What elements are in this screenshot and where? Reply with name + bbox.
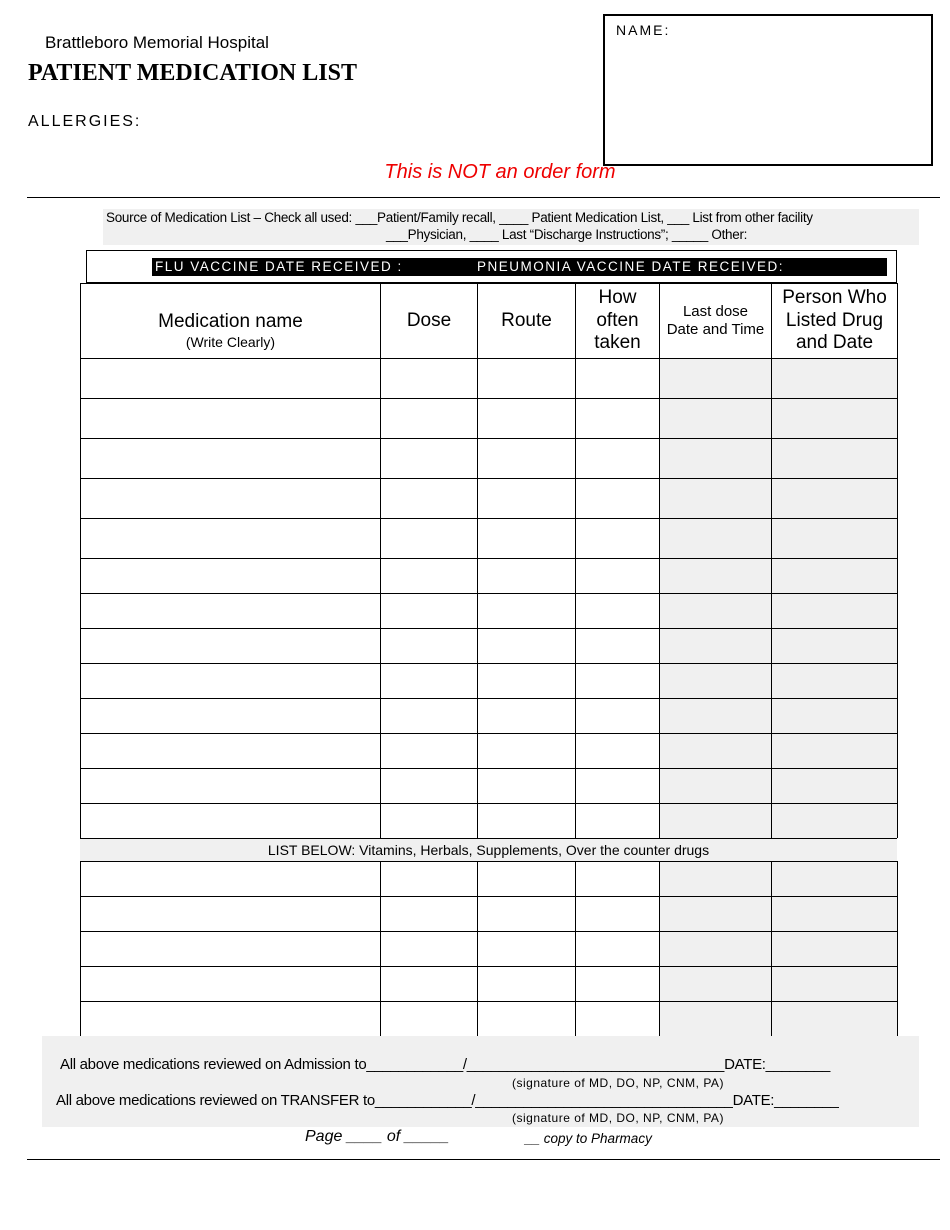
table-cell[interactable] bbox=[380, 358, 477, 398]
table-cell[interactable] bbox=[771, 931, 898, 966]
table-cell[interactable] bbox=[80, 1001, 380, 1036]
table-cell[interactable] bbox=[771, 593, 898, 628]
table-cell[interactable] bbox=[659, 803, 771, 838]
table-cell[interactable] bbox=[380, 593, 477, 628]
table-cell[interactable] bbox=[575, 558, 659, 593]
table-cell[interactable] bbox=[659, 768, 771, 803]
column-header-label: Person Who Listed Drug and Date bbox=[782, 286, 887, 354]
column-header-label: Last dose Date and Time bbox=[666, 303, 765, 338]
vaccine-box bbox=[86, 250, 897, 283]
supplements-band: LIST BELOW: Vitamins, Herbals, Supplements, Over the counter drugs bbox=[80, 838, 897, 861]
page-title: PATIENT MEDICATION LIST bbox=[28, 60, 357, 86]
table-cell[interactable] bbox=[80, 518, 380, 558]
table-cell[interactable] bbox=[575, 733, 659, 768]
table-cell[interactable] bbox=[771, 698, 898, 733]
column-header-label: How often taken bbox=[594, 286, 641, 354]
table-cell[interactable] bbox=[659, 896, 771, 931]
table-cell[interactable] bbox=[659, 558, 771, 593]
admission-review-line[interactable]: All above medications reviewed on Admission to____________/________________________________DATE:________ bbox=[60, 1056, 830, 1073]
table-cell[interactable] bbox=[771, 558, 898, 593]
flu-vaccine-field[interactable]: FLU VACCINE DATE RECEIVED : bbox=[155, 259, 403, 274]
column-header bbox=[380, 283, 477, 358]
table-cell[interactable] bbox=[659, 478, 771, 518]
table-cell[interactable] bbox=[477, 628, 575, 663]
table-cell[interactable] bbox=[380, 628, 477, 663]
table-cell[interactable] bbox=[477, 1001, 575, 1036]
table-cell[interactable] bbox=[659, 398, 771, 438]
table-cell[interactable] bbox=[771, 518, 898, 558]
table-cell[interactable] bbox=[771, 966, 898, 1001]
column-header bbox=[80, 283, 380, 358]
table-cell[interactable] bbox=[771, 861, 898, 896]
table-cell[interactable] bbox=[80, 558, 380, 593]
table-cell[interactable] bbox=[80, 803, 380, 838]
table-cell[interactable] bbox=[771, 478, 898, 518]
signature-note: (signature of MD, DO, NP, CNM, PA) bbox=[512, 1111, 724, 1125]
table-cell[interactable] bbox=[477, 478, 575, 518]
table-cell[interactable] bbox=[575, 518, 659, 558]
table-cell[interactable] bbox=[575, 896, 659, 931]
medication-table bbox=[80, 283, 897, 1036]
table-cell[interactable] bbox=[575, 398, 659, 438]
name-field[interactable] bbox=[603, 14, 933, 166]
table-cell[interactable] bbox=[380, 803, 477, 838]
table-cell[interactable] bbox=[575, 931, 659, 966]
table-cell[interactable] bbox=[80, 628, 380, 663]
copy-to-pharmacy[interactable]: __ copy to Pharmacy bbox=[525, 1131, 652, 1146]
table-cell[interactable] bbox=[80, 768, 380, 803]
table-cell[interactable] bbox=[477, 861, 575, 896]
table-cell[interactable] bbox=[477, 896, 575, 931]
table-cell[interactable] bbox=[659, 663, 771, 698]
table-cell[interactable] bbox=[575, 478, 659, 518]
allergies-field[interactable]: ALLERGIES: bbox=[28, 113, 142, 130]
pneumonia-vaccine-field[interactable]: PNEUMONIA VACCINE DATE RECEIVED: bbox=[477, 259, 785, 274]
table-cell[interactable] bbox=[477, 768, 575, 803]
table-cell[interactable] bbox=[575, 698, 659, 733]
table-cell[interactable] bbox=[771, 733, 898, 768]
table-cell[interactable] bbox=[380, 663, 477, 698]
column-header bbox=[477, 283, 575, 358]
table-cell[interactable] bbox=[477, 803, 575, 838]
table-cell[interactable] bbox=[80, 438, 380, 478]
table-cell[interactable] bbox=[380, 1001, 477, 1036]
column-header bbox=[771, 283, 898, 358]
table-cell[interactable] bbox=[575, 803, 659, 838]
hospital-name: Brattleboro Memorial Hospital bbox=[45, 33, 269, 52]
table-cell[interactable] bbox=[771, 803, 898, 838]
table-cell[interactable] bbox=[659, 438, 771, 478]
signature-note: (signature of MD, DO, NP, CNM, PA) bbox=[512, 1076, 724, 1090]
source-line-1: Source of Medication List – Check all used: ___Patient/Family recall, ____ Patient Medication List, ___ List from other facility bbox=[106, 210, 813, 225]
table-cell[interactable] bbox=[477, 518, 575, 558]
table-cell[interactable] bbox=[380, 518, 477, 558]
vaccine-bar bbox=[152, 258, 887, 276]
table-cell[interactable] bbox=[380, 768, 477, 803]
divider bbox=[27, 1159, 940, 1160]
table-cell[interactable] bbox=[477, 558, 575, 593]
table-cell[interactable] bbox=[659, 966, 771, 1001]
table-cell[interactable] bbox=[575, 593, 659, 628]
table-cell[interactable] bbox=[575, 438, 659, 478]
page-number-field[interactable]: Page ____ of _____ bbox=[305, 1128, 450, 1145]
table-cell[interactable] bbox=[380, 861, 477, 896]
table-cell[interactable] bbox=[477, 398, 575, 438]
table-cell[interactable] bbox=[771, 768, 898, 803]
table-cell[interactable] bbox=[380, 966, 477, 1001]
table-cell[interactable] bbox=[380, 896, 477, 931]
table-cell[interactable] bbox=[771, 358, 898, 398]
source-line-2: ___Physician, ____ Last “Discharge Instructions”; _____ Other: bbox=[386, 227, 748, 242]
table-cell[interactable] bbox=[771, 628, 898, 663]
table-cell[interactable] bbox=[80, 358, 380, 398]
table-cell[interactable] bbox=[575, 663, 659, 698]
column-header-label: Dose bbox=[406, 309, 452, 331]
table-cell[interactable] bbox=[477, 593, 575, 628]
divider bbox=[27, 197, 940, 198]
table-cell[interactable] bbox=[771, 663, 898, 698]
column-header-label: Route bbox=[501, 309, 552, 331]
table-cell[interactable] bbox=[80, 398, 380, 438]
table-cell[interactable] bbox=[477, 698, 575, 733]
table-cell[interactable] bbox=[380, 478, 477, 518]
table-cell[interactable] bbox=[659, 733, 771, 768]
table-cell[interactable] bbox=[477, 663, 575, 698]
table-cell[interactable] bbox=[477, 733, 575, 768]
table-cell[interactable] bbox=[80, 896, 380, 931]
table-cell[interactable] bbox=[477, 931, 575, 966]
table-cell[interactable] bbox=[380, 698, 477, 733]
table-cell[interactable] bbox=[80, 593, 380, 628]
table-cell[interactable] bbox=[80, 966, 380, 1001]
name-label: NAME: bbox=[616, 22, 671, 38]
table-cell[interactable] bbox=[477, 358, 575, 398]
table-cell[interactable] bbox=[659, 358, 771, 398]
table-cell[interactable] bbox=[659, 861, 771, 896]
column-header bbox=[659, 283, 771, 358]
table-cell[interactable] bbox=[477, 438, 575, 478]
table-cell[interactable] bbox=[380, 558, 477, 593]
table-cell[interactable] bbox=[80, 478, 380, 518]
table-cell[interactable] bbox=[771, 438, 898, 478]
table-cell[interactable] bbox=[380, 398, 477, 438]
table-cell[interactable] bbox=[659, 1001, 771, 1036]
table-cell[interactable] bbox=[380, 733, 477, 768]
table-cell[interactable] bbox=[575, 966, 659, 1001]
transfer-review-line[interactable]: All above medications reviewed on TRANSFER to____________/________________________________DATE:________ bbox=[56, 1092, 839, 1109]
column-header-label: Medication name bbox=[158, 311, 303, 333]
source-of-list[interactable] bbox=[103, 209, 919, 245]
table-cell[interactable] bbox=[771, 1001, 898, 1036]
table-cell[interactable] bbox=[80, 663, 380, 698]
table-cell[interactable] bbox=[771, 896, 898, 931]
table-cell[interactable] bbox=[659, 518, 771, 558]
table-cell[interactable] bbox=[659, 698, 771, 733]
column-header bbox=[575, 283, 659, 358]
table-cell[interactable] bbox=[575, 861, 659, 896]
table-cell[interactable] bbox=[659, 628, 771, 663]
review-section bbox=[42, 1036, 919, 1127]
table-cell[interactable] bbox=[659, 593, 771, 628]
table-cell[interactable] bbox=[380, 931, 477, 966]
table-cell[interactable] bbox=[659, 931, 771, 966]
table-cell[interactable] bbox=[380, 438, 477, 478]
table-cell[interactable] bbox=[80, 861, 380, 896]
table-cell[interactable] bbox=[575, 358, 659, 398]
table-cell[interactable] bbox=[80, 698, 380, 733]
table-cell[interactable] bbox=[771, 398, 898, 438]
table-cell[interactable] bbox=[575, 768, 659, 803]
table-cell[interactable] bbox=[80, 733, 380, 768]
table-cell[interactable] bbox=[80, 931, 380, 966]
column-header-sub: (Write Clearly) bbox=[185, 334, 276, 350]
table-cell[interactable] bbox=[575, 1001, 659, 1036]
not-order-notice: This is NOT an order form bbox=[384, 161, 616, 183]
table-cell[interactable] bbox=[477, 966, 575, 1001]
table-cell[interactable] bbox=[575, 628, 659, 663]
